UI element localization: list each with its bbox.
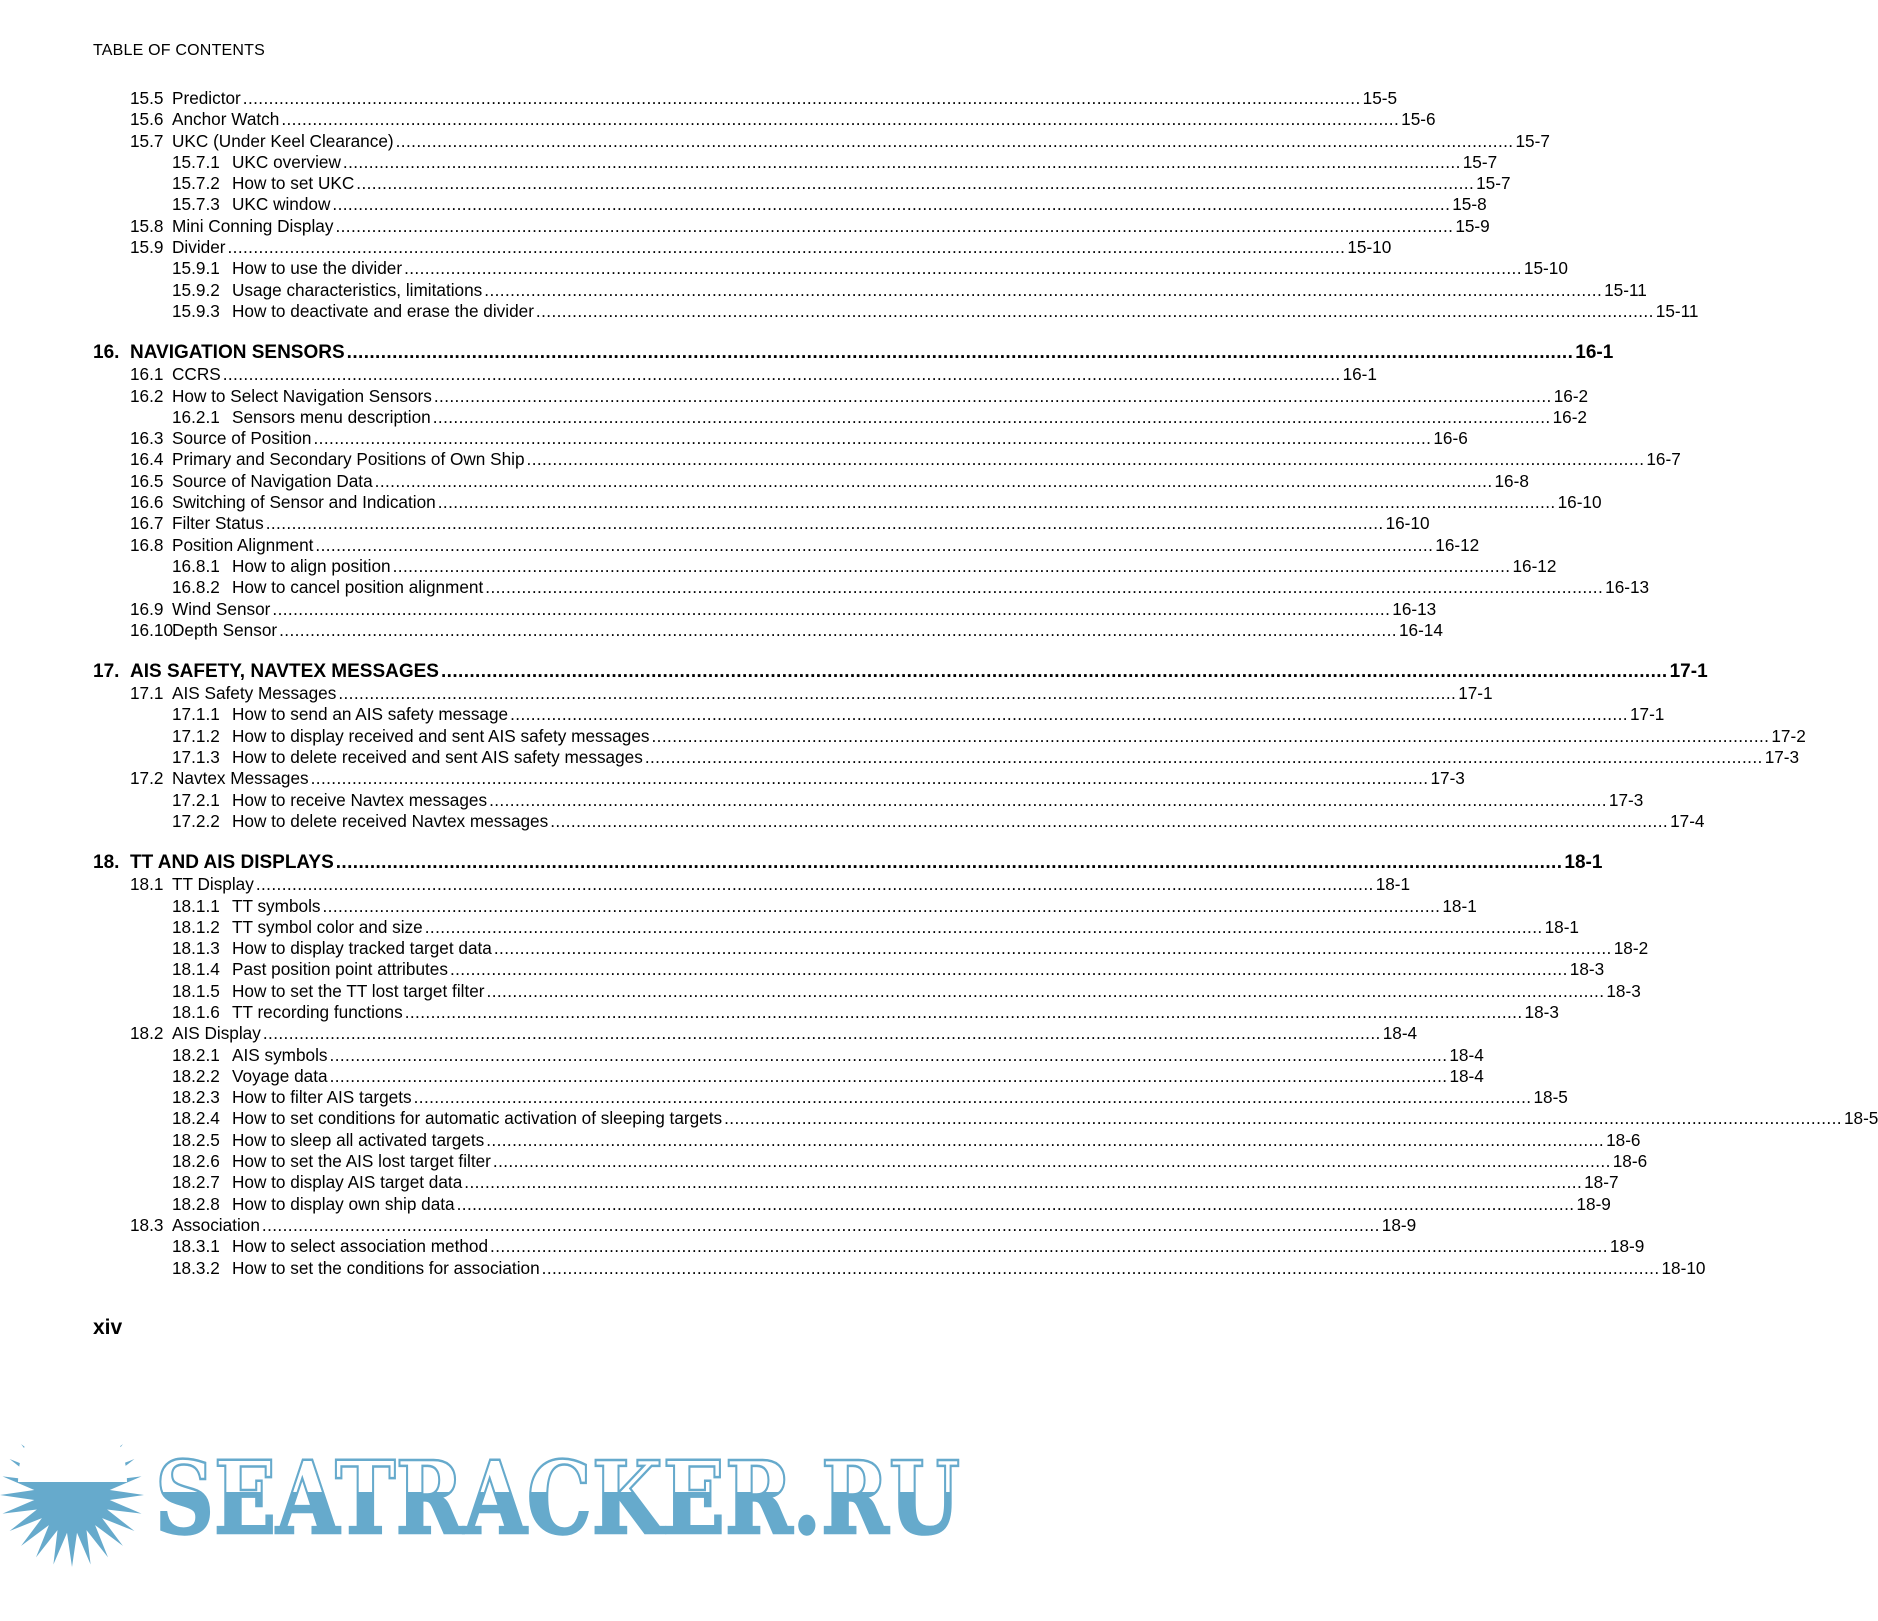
toc-entry[interactable] xyxy=(93,428,1468,449)
dot-leader xyxy=(243,88,1361,109)
entry-number: 18.3 xyxy=(130,1214,164,1235)
entry-page: 18-6 xyxy=(1612,1151,1648,1172)
dot-leader xyxy=(272,599,1390,620)
entry-page: 17-4 xyxy=(1670,810,1705,831)
toc-entry[interactable] xyxy=(93,874,1411,895)
entry-title: AIS symbols xyxy=(232,1044,328,1065)
dot-leader xyxy=(414,1087,1532,1108)
entry-page: 15-7 xyxy=(1462,151,1498,172)
toc-entry[interactable] xyxy=(93,704,1665,725)
entry-page: 16-8 xyxy=(1494,470,1529,491)
entry-page: 17-1 xyxy=(1458,683,1493,704)
entry-number: 15.7.2 xyxy=(172,173,220,194)
entry-page: 18-3 xyxy=(1606,980,1641,1001)
entry-title: UKC (Under Keel Clearance) xyxy=(172,130,394,151)
dot-leader xyxy=(438,492,1556,513)
toc-entry[interactable] xyxy=(93,385,1589,407)
entry-title: UKC overview xyxy=(232,151,341,172)
entry-page: 18-1 xyxy=(1442,895,1477,916)
entry-title: How to receive Navtex messages xyxy=(232,789,488,810)
dot-leader xyxy=(266,513,1384,534)
entry-page: 15-7 xyxy=(1515,130,1550,151)
toc-entry[interactable] xyxy=(93,555,1557,577)
toc-entry[interactable] xyxy=(93,768,1465,789)
dot-leader xyxy=(335,216,1453,237)
entry-page: 16-10 xyxy=(1557,492,1602,513)
entry-page: 17-3 xyxy=(1608,789,1644,810)
entry-page: 18-3 xyxy=(1569,959,1605,980)
entry-title: How to set UKC xyxy=(232,173,355,194)
entry-number: 15.9.2 xyxy=(172,279,220,300)
dot-leader xyxy=(343,152,1461,173)
entry-title: How to send an AIS safety message xyxy=(232,704,509,725)
entry-number: 16.2.1 xyxy=(172,406,220,427)
entry-title: TT recording functions xyxy=(232,1001,403,1022)
entry-page: 18-6 xyxy=(1606,1129,1641,1150)
entry-number: 16.9 xyxy=(130,598,164,619)
toc-entry[interactable] xyxy=(93,683,1493,704)
section-gap xyxy=(93,641,860,660)
entry-page: 18-9 xyxy=(1576,1193,1611,1214)
sun-disc xyxy=(18,1407,127,1482)
toc-entry[interactable] xyxy=(93,577,1650,598)
toc-entry[interactable] xyxy=(93,1065,1484,1087)
entry-page: 16-2 xyxy=(1552,406,1587,427)
dot-leader xyxy=(441,660,1668,683)
entry-number: 18.1.4 xyxy=(172,959,220,980)
entry-page: 15-7 xyxy=(1476,173,1511,194)
dot-leader xyxy=(223,364,1341,385)
entry-page: 16-1 xyxy=(1575,342,1614,364)
entry-title: How to set conditions for automatic activation of sleeping targets xyxy=(232,1108,723,1129)
entry-number: 15.8 xyxy=(130,215,164,236)
entry-number: 16.1 xyxy=(130,364,164,385)
entry-page: 15-6 xyxy=(1401,109,1436,130)
toc-entry[interactable] xyxy=(93,1257,1706,1279)
page-header: TABLE OF CONTENTS xyxy=(93,42,266,59)
entry-page: 18-3 xyxy=(1524,1001,1559,1022)
toc-entry[interactable] xyxy=(93,916,1579,938)
entry-title: CCRS xyxy=(172,364,221,385)
entry-number: 17. xyxy=(93,661,120,683)
dot-leader xyxy=(227,237,1345,258)
dot-leader xyxy=(425,917,1543,938)
dot-leader xyxy=(332,194,1450,215)
entry-title: How to set the TT lost target filter xyxy=(232,980,485,1001)
entry-title: AIS Display xyxy=(172,1023,261,1044)
entry-number: 18.2.6 xyxy=(172,1151,220,1172)
entry-number: 15.6 xyxy=(130,109,164,130)
dot-leader xyxy=(396,131,1514,152)
entry-title: TT AND AIS DISPLAYS xyxy=(130,852,334,874)
toc-entry[interactable] xyxy=(93,1087,1568,1108)
toc-entry[interactable] xyxy=(93,1172,1619,1193)
dot-leader xyxy=(484,280,1602,301)
entry-number: 18.2.2 xyxy=(172,1065,220,1086)
toc-entry[interactable] xyxy=(93,1151,1648,1172)
entry-title: How to delete received Navtex messages xyxy=(232,810,549,831)
entry-number: 16. xyxy=(93,342,120,364)
toc-entry[interactable] xyxy=(93,300,1699,322)
entry-title: How to Select Navigation Sensors xyxy=(172,385,432,406)
toc-entry[interactable] xyxy=(93,449,1681,470)
entry-page: 18-2 xyxy=(1613,938,1649,959)
toc-entry[interactable] xyxy=(93,215,1490,237)
entry-title: How to delete received and sent AIS safety messages xyxy=(232,747,643,768)
entry-title: Filter Status xyxy=(172,513,264,534)
entry-page: 18-1 xyxy=(1544,916,1579,937)
toc-entry[interactable] xyxy=(93,938,1649,959)
entry-number: 16.6 xyxy=(130,492,164,513)
entry-number: 18.2.4 xyxy=(172,1108,220,1129)
dot-leader xyxy=(494,938,1612,959)
entry-number: 18.2.8 xyxy=(172,1193,220,1214)
entry-title: How to display AIS target data xyxy=(232,1172,463,1193)
entry-page: 16-12 xyxy=(1435,534,1480,555)
entry-title: How to deactivate and erase the divider xyxy=(232,300,534,321)
entry-number: 18.2.7 xyxy=(172,1172,220,1193)
entry-title: How to set the AIS lost target filter xyxy=(232,1151,491,1172)
toc-entry[interactable] xyxy=(93,619,1443,641)
entry-page: 16-7 xyxy=(1646,449,1681,470)
toc-entry[interactable] xyxy=(93,151,1498,173)
entry-title: Position Alignment xyxy=(172,534,314,555)
dot-leader xyxy=(434,386,1552,407)
dot-leader xyxy=(536,301,1654,322)
entry-number: 16.2 xyxy=(130,385,164,406)
entry-title: Primary and Secondary Positions of Own Ship xyxy=(172,449,525,470)
entry-number: 16.5 xyxy=(130,470,164,491)
dot-leader xyxy=(464,1172,1582,1193)
toc-entry[interactable] xyxy=(93,747,1800,768)
entry-number: 18. xyxy=(93,852,120,874)
toc-entry[interactable] xyxy=(93,789,1644,811)
entry-title: Sensors menu description xyxy=(232,406,431,427)
dot-leader xyxy=(645,747,1763,768)
entry-title: Voyage data xyxy=(232,1065,328,1086)
dot-leader xyxy=(330,1066,1448,1087)
entry-page: 18-7 xyxy=(1584,1172,1619,1193)
entry-page: 18-5 xyxy=(1533,1087,1568,1108)
entry-number: 18.2.3 xyxy=(172,1087,220,1108)
entry-number: 17.1 xyxy=(130,683,164,704)
entry-title: Predictor xyxy=(172,88,241,108)
watermark-text: SEATRACKER.RU xyxy=(155,1439,960,1557)
entry-page: 17-3 xyxy=(1430,768,1465,789)
table-of-contents xyxy=(93,88,1878,1279)
toc-entry[interactable] xyxy=(93,364,1377,385)
dot-leader xyxy=(542,1258,1660,1279)
toc-entry[interactable] xyxy=(93,895,1477,917)
entry-page: 18-4 xyxy=(1449,1044,1484,1065)
entry-title: NAVIGATION SENSORS xyxy=(130,342,345,364)
toc-entry[interactable] xyxy=(93,258,1568,279)
toc-entry[interactable] xyxy=(93,1001,1559,1023)
toc-entry[interactable] xyxy=(93,109,1436,130)
toc-entry[interactable] xyxy=(93,279,1647,301)
entry-title: TT symbols xyxy=(232,895,321,916)
toc-chapter[interactable] xyxy=(93,660,1708,683)
sun-icon xyxy=(0,1407,144,1567)
entry-title: Past position point attributes xyxy=(232,959,448,980)
dot-leader xyxy=(314,428,1432,449)
dot-leader xyxy=(311,768,1429,789)
entry-number: 18.2 xyxy=(130,1023,164,1044)
entry-title: Usage characteristics, limitations xyxy=(232,279,483,300)
entry-page: 18-4 xyxy=(1382,1023,1418,1044)
entry-number: 16.7 xyxy=(130,513,164,534)
entry-page: 17-2 xyxy=(1771,725,1806,746)
entry-number: 15.7.1 xyxy=(172,151,220,172)
entry-title: How to sleep all activated targets xyxy=(232,1129,485,1150)
entry-number: 16.4 xyxy=(130,449,164,470)
entry-number: 18.2.5 xyxy=(172,1129,220,1150)
dot-leader xyxy=(493,1151,1611,1172)
dot-leader xyxy=(263,1023,1381,1044)
dot-leader xyxy=(652,726,1770,747)
entry-page: 16-1 xyxy=(1342,364,1377,385)
entry-number: 15.5 xyxy=(130,88,164,108)
entry-page: 16-13 xyxy=(1392,598,1437,619)
entry-number: 18.3.2 xyxy=(172,1257,220,1278)
entry-number: 18.1.6 xyxy=(172,1001,220,1022)
entry-page: 15-10 xyxy=(1523,258,1568,279)
entry-page: 15-11 xyxy=(1655,300,1699,321)
toc-entry[interactable] xyxy=(93,1129,1641,1151)
dot-leader xyxy=(724,1108,1842,1129)
entry-title: Source of Navigation Data xyxy=(172,470,373,491)
entry-title: Switching of Sensor and Indication xyxy=(172,492,436,513)
entry-page: 15-10 xyxy=(1347,237,1392,258)
dot-leader xyxy=(262,1215,1380,1236)
dot-leader xyxy=(281,109,1399,130)
toc-entry[interactable] xyxy=(93,470,1529,492)
entry-number: 18.2.1 xyxy=(172,1044,220,1065)
entry-title: Mini Conning Display xyxy=(172,215,334,236)
entry-number: 15.9.1 xyxy=(172,258,220,279)
toc-entry[interactable] xyxy=(93,513,1430,534)
watermark-logo xyxy=(0,1420,1009,1570)
toc-chapter[interactable] xyxy=(93,851,1603,874)
page-number: xiv xyxy=(93,1316,123,1339)
entry-number: 18.1 xyxy=(130,874,164,895)
entry-page: 17-3 xyxy=(1764,747,1800,768)
toc-entry[interactable] xyxy=(93,130,1550,152)
toc-entry[interactable] xyxy=(93,1193,1611,1215)
entry-title: TT symbol color and size xyxy=(232,916,423,937)
entry-number: 17.2 xyxy=(130,768,164,789)
toc-entry[interactable] xyxy=(93,194,1487,215)
entry-title: Wind Sensor xyxy=(172,598,271,619)
entry-title: UKC window xyxy=(232,194,331,215)
entry-page: 18-4 xyxy=(1449,1065,1484,1086)
entry-title: Navtex Messages xyxy=(172,768,309,789)
dot-leader xyxy=(338,683,1456,704)
toc-entry[interactable] xyxy=(93,406,1587,428)
dot-leader xyxy=(336,851,1563,874)
entry-title: How to align position xyxy=(232,555,391,576)
entry-page: 16-14 xyxy=(1398,619,1443,640)
entry-title: How to display tracked target data xyxy=(232,938,492,959)
entry-title: TT Display xyxy=(172,874,254,895)
dot-leader xyxy=(393,556,1511,577)
toc-entry[interactable] xyxy=(93,1108,1878,1129)
entry-page: 15-11 xyxy=(1604,279,1647,300)
entry-page: 17-1 xyxy=(1629,704,1665,725)
entry-page: 18-1 xyxy=(1375,874,1411,895)
toc-entry[interactable] xyxy=(93,1044,1484,1066)
entry-title: How to display received and sent AIS safety messages xyxy=(232,725,650,746)
entry-page: 18-10 xyxy=(1661,1257,1706,1278)
entry-number: 15.7 xyxy=(130,130,164,151)
entry-number: 16.3 xyxy=(130,428,164,449)
entry-number: 16.10 xyxy=(130,619,174,640)
dot-leader xyxy=(487,981,1605,1002)
dot-leader xyxy=(490,1236,1608,1257)
entry-page: 18-9 xyxy=(1381,1214,1417,1235)
entry-number: 16.8.1 xyxy=(172,555,220,576)
entry-number: 17.2.1 xyxy=(172,789,220,810)
dot-leader xyxy=(510,704,1628,725)
entry-title: How to use the divider xyxy=(232,258,403,279)
toc-entry[interactable] xyxy=(93,173,1511,194)
entry-title: Source of Position xyxy=(172,428,312,449)
entry-number: 18.1.3 xyxy=(172,938,220,959)
toc-entry[interactable] xyxy=(93,598,1437,620)
entry-number: 18.1.1 xyxy=(172,895,220,916)
dot-leader xyxy=(433,407,1551,428)
entry-page: 18-1 xyxy=(1564,852,1603,874)
toc-entry[interactable] xyxy=(93,1023,1418,1044)
toc-entry[interactable] xyxy=(93,237,1392,258)
dot-leader xyxy=(347,341,1574,364)
entry-page: 15-9 xyxy=(1455,215,1490,236)
entry-page: 16-10 xyxy=(1385,513,1430,534)
entry-page: 18-9 xyxy=(1609,1236,1645,1257)
dot-leader xyxy=(457,1194,1575,1215)
entry-title: Anchor Watch xyxy=(172,109,280,130)
dot-leader xyxy=(486,1130,1604,1151)
entry-title: Depth Sensor xyxy=(172,619,278,640)
entry-title: AIS Safety Messages xyxy=(172,683,337,704)
toc-entry[interactable] xyxy=(93,810,1705,832)
dot-leader xyxy=(450,959,1568,980)
toc-entry[interactable] xyxy=(93,534,1480,556)
dot-leader xyxy=(489,790,1607,811)
section-gap xyxy=(93,322,860,341)
entry-number: 17.2.2 xyxy=(172,810,220,831)
toc-chapter[interactable] xyxy=(93,341,1614,364)
entry-page: 16-12 xyxy=(1512,555,1557,576)
section-gap xyxy=(93,832,860,851)
toc-entry[interactable] xyxy=(93,725,1806,747)
toc-entry[interactable] xyxy=(93,980,1641,1002)
entry-title: How to set the conditions for association xyxy=(232,1257,540,1278)
dot-leader xyxy=(550,811,1668,832)
entry-page: 17-1 xyxy=(1669,661,1708,683)
entry-number: 18.1.5 xyxy=(172,980,220,1001)
dot-leader xyxy=(315,535,1433,556)
toc-entry[interactable] xyxy=(93,1214,1417,1236)
dot-leader xyxy=(405,1002,1523,1023)
entry-number: 15.7.3 xyxy=(172,194,220,215)
entry-page: 16-2 xyxy=(1553,385,1589,406)
entry-number: 16.8.2 xyxy=(172,577,220,598)
dot-leader xyxy=(279,620,1397,641)
entry-page: 15-5 xyxy=(1362,88,1398,108)
entry-page: 15-8 xyxy=(1452,194,1487,215)
dot-leader xyxy=(323,896,1441,917)
entry-title: How to select association method xyxy=(232,1236,489,1257)
entry-number: 18.1.2 xyxy=(172,916,220,937)
entry-number: 18.3.1 xyxy=(172,1236,220,1257)
entry-page: 16-6 xyxy=(1433,428,1468,449)
entry-number: 15.9 xyxy=(130,237,164,258)
dot-leader xyxy=(485,577,1603,598)
entry-page: 16-13 xyxy=(1605,577,1650,598)
entry-title: Divider xyxy=(172,237,226,258)
entry-title: How to display own ship data xyxy=(232,1193,455,1214)
toc-entry[interactable] xyxy=(93,959,1605,980)
entry-title: AIS SAFETY, NAVTEX MESSAGES xyxy=(130,661,439,683)
dot-leader xyxy=(330,1045,1448,1066)
entry-number: 17.1.2 xyxy=(172,725,220,746)
dot-leader xyxy=(527,449,1645,470)
dot-leader xyxy=(375,471,1493,492)
toc-entry[interactable] xyxy=(93,1236,1645,1257)
toc-entry[interactable] xyxy=(93,88,1398,109)
entry-number: 17.1.1 xyxy=(172,704,220,725)
dot-leader xyxy=(404,258,1522,279)
entry-title: How to filter AIS targets xyxy=(232,1087,412,1108)
entry-number: 17.1.3 xyxy=(172,747,220,768)
entry-title: Association xyxy=(172,1214,260,1235)
entry-number: 15.9.3 xyxy=(172,300,220,321)
toc-entry[interactable] xyxy=(93,492,1602,513)
entry-page: 18-5 xyxy=(1843,1108,1878,1129)
entry-title: How to cancel position alignment xyxy=(232,577,484,598)
dot-leader xyxy=(356,173,1474,194)
dot-leader xyxy=(256,874,1374,895)
entry-number: 16.8 xyxy=(130,534,164,555)
